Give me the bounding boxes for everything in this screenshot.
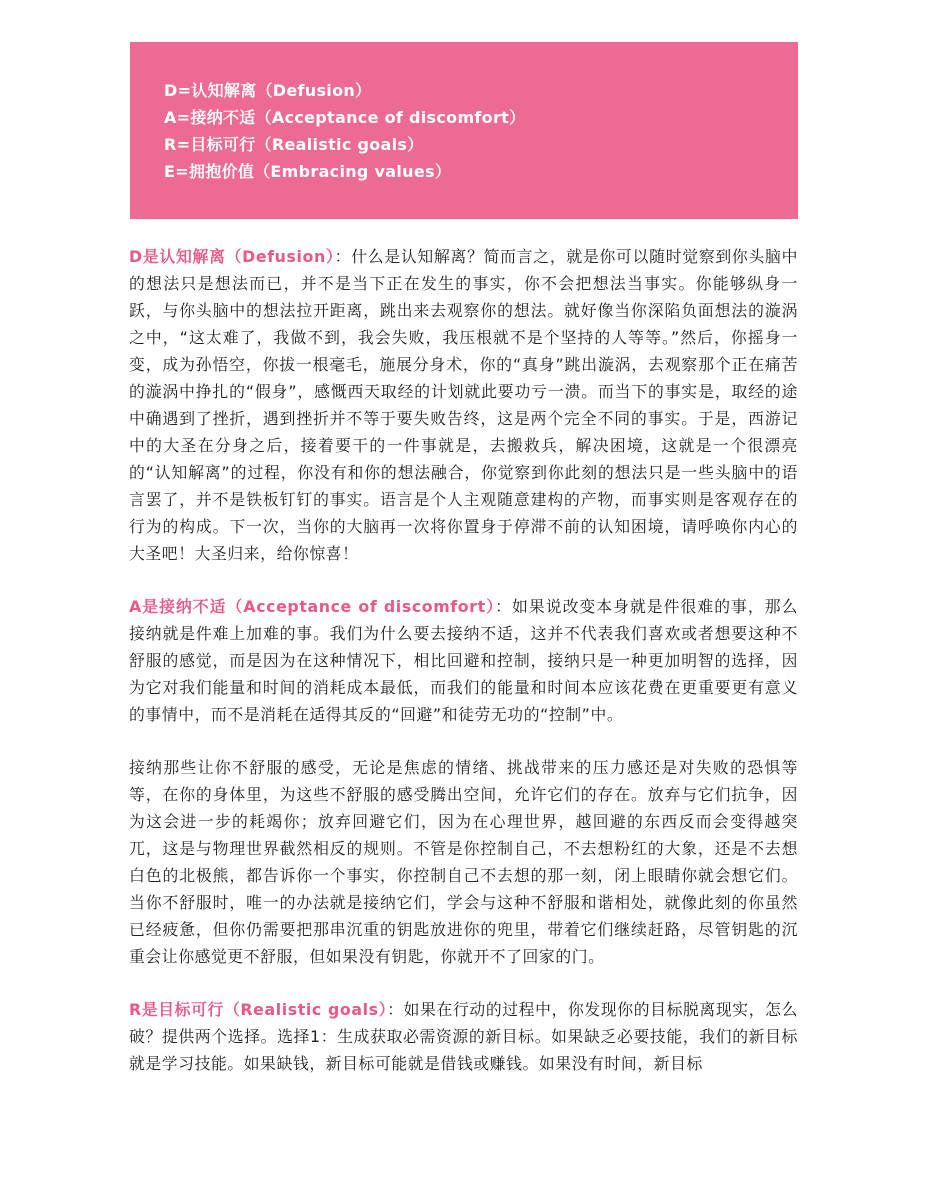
paragraph-acceptance — [129, 593, 798, 728]
paragraph-heading: D是认知解离（Defusion） — [129, 247, 335, 266]
acronym-line-defusion: D=认知解离（Defusion） — [164, 81, 372, 100]
acronym-line-acceptance: A=接纳不适（Acceptance of discomfort） — [164, 108, 526, 127]
paragraph-defusion — [129, 243, 798, 567]
acronym-line-realistic-goals: R=目标可行（Realistic goals） — [164, 135, 424, 154]
paragraph-realistic-goals — [129, 996, 798, 1077]
article-body — [129, 243, 798, 1103]
paragraph-acceptance-continued — [129, 754, 798, 970]
acronym-line-embracing-values: E=拥抱价值（Embracing values） — [164, 162, 452, 181]
paragraph-text: ：如果在行动的过程中，你发现你的目标脱离现实，怎么破？提供两个选择。选择1：生成获取必需资源的新目标。如果缺乏必要技能，我们的新目标就是学习技能。如果缺钱，新目标可能就是借钱或赚钱。如果没有时间，新目标 — [129, 1000, 798, 1073]
paragraph-text: ：如果说改变本身就是件很难的事，那么接纳就是件难上加难的事。我们为什么要去接纳不适，这并不代表我们喜欢或者想要这种不舒服的感觉，而是因为在这种情况下，相比回避和控制，接纳只是一种更加明智的选择，因为它对我们能量和时间的消耗成本最低，而我们的能量和时间本应该花费在更重要更有意义的事情中，而不是消耗在适得其反的“回避”和徒劳无功的“控制”中。 — [129, 597, 798, 724]
paragraph-text: ：什么是认知解离？简而言之，就是你可以随时觉察到你头脑中的想法只是想法而已，并不是当下正在发生的事实，你不会把想法当事实。你能够纵身一跃，与你头脑中的想法拉开距离，跳出来去观察你的想法。就好像当你深陷负面想法的漩涡之中，“这太难了，我做不到，我会失败，我压根就不是个坚持的人等等。”然后，你摇身一变，成为孙悟空，你拔一根毫毛，施展分身术，你的“真身”跳出漩涡，去观察那个正在痛苦的漩涡中挣扎的“假身”，感慨西天取经的计划就此要功亏一溃。而当下的事实是，取经的途中确遇到了挫折，遇到挫折并不等于要失败告终，这是两个完全不同的事实。于是，西游记中的大圣在分身之后，接着要干的一件事就是，去搬救兵，解决困境，这就是一个很漂亮的“认知解离”的过程，你没有和你的想法融合，你觉察到你此刻的想法只是一些头脑中的语言罢了，并不是铁板钉钉的事实。语言是个人主观随意建构的产物，而事实则是客观存在的行为的构成。下一次，当你的大脑再一次将你置身于停滞不前的认知困境，请呼唤你内心的大圣吧！大圣归来，给你惊喜！ — [129, 247, 798, 563]
paragraph-heading: R是目标可行（Realistic goals） — [129, 1000, 388, 1019]
paragraph-text: 接纳那些让你不舒服的感受，无论是焦虑的情绪、挑战带来的压力感还是对失败的恐惧等等，在你的身体里，为这些不舒服的感受腾出空间，允许它们的存在。放弃与它们抗争，因为这会进一步的耗竭你；放弃回避它们，因为在心理世界，越回避的东西反而会变得越突兀，这是与物理世界截然相反的规则。不管是你控制自己，不去想粉红的大象，还是不去想白色的北极熊，都告诉你一个事实，你控制自己不去想的那一刻，闭上眼睛你就会想它们。当你不舒服时，唯一的办法就是接纳它们，学会与这种不舒服和谐相处，就像此刻的你虽然已经疲惫，但你仍需要把那串沉重的钥匙放进你的兜里，带着它们继续赶路，尽管钥匙的沉重会让你感觉更不舒服，但如果没有钥匙，你就开不了回家的门。 — [129, 758, 798, 966]
acronym-summary-box — [130, 42, 798, 219]
paragraph-heading: A是接纳不适（Acceptance of discomfort） — [129, 597, 496, 616]
